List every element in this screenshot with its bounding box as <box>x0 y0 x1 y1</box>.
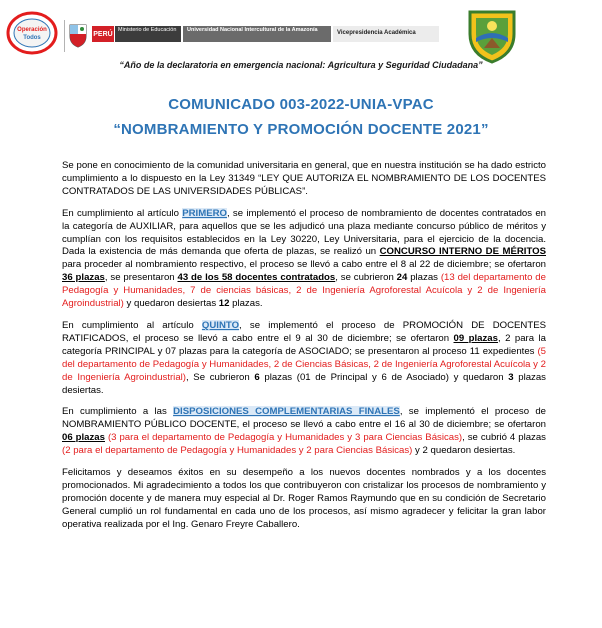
minedu-badge: Ministerio de Educación <box>115 26 181 42</box>
paragraph-primero: En cumplimiento al artículo PRIMERO, se implementó el proceso de nombramiento de docentes contratados en la categoría de AUXILIAR, para aquellos que se les adjudicó una plaza mediante concurso público de méritos y cumplían con los requisitos establecidos en la Ley 30220, Ley Universitaria, para el ejercicio de la docencia. Dada la existencia de más demanda que oferta de plazas, se realizó un CONCURSO INTERNO DE MÉRITOS para proceder al nombramiento respectivo, el proceso se llevó a cabo entre el 8 al 22 de diciembre; se ofertaron 36 plazas, se presentaron 43 de los 58 docentes contratados, se cubrieron 24 plazas (13 del departamento de Pedagogía y Humanidades, 7 de ciencias básicas, 2 de Ingeniería Agroforestal Acuícola y 2 de Ingeniería Agroindustrial) y quedaron desiertas 12 plazas. <box>62 207 547 310</box>
peru-coat-of-arms-icon <box>68 22 88 48</box>
link-disposiciones[interactable]: DISPOSICIONES COMPLEMENTARIAS FINALES <box>173 406 400 418</box>
peru-badge: PERÚ <box>92 26 114 42</box>
letterhead <box>0 0 602 62</box>
vpac-badge: Vicepresidencia Académica <box>333 26 439 42</box>
operacion-todos-logo <box>6 10 58 56</box>
communique-title: “NOMBRAMIENTO Y PROMOCIÓN DOCENTE 2021” <box>113 121 489 138</box>
communique-number: COMUNICADO 003-2022-UNIA-VPAC <box>168 96 434 113</box>
university-badge: Universidad Nacional Intercultural de la Amazonía <box>183 26 331 42</box>
svg-text:Operación: Operación <box>17 27 47 33</box>
header-divider <box>64 20 65 52</box>
year-motto: “Año de la declaratoria en emergencia nacional: Agricultura y Seguridad Ciudadana” <box>119 60 483 70</box>
paragraph-closing: Felicitamos y deseamos éxitos en su desempeño a los nuevos docentes nombrados y a los docentes promocionados. Mi agradecimiento a todos los que contribuyeron con cristalizar los procesos de nombramiento y promoción docente y de manera muy especial al Dr. Roger Ramos Raymundo que en su condición de Secretario General cumplió un rol fundamental en cada uno de los procesos, así mismo agradecer y felicitar la gran labor operativa realizada por el Ing. Genaro Freyre Caballero. <box>62 467 546 530</box>
link-quinto[interactable]: QUINTO <box>201 319 240 331</box>
link-primero[interactable]: PRIMERO <box>182 207 227 219</box>
university-shield-logo <box>462 8 522 64</box>
communique-body <box>62 160 546 541</box>
svg-text:Todos: Todos <box>23 35 41 41</box>
paragraph-disposiciones: En cumplimiento a las DISPOSICIONES COMPLEMENTARIAS FINALES, se implementó el proceso de NOMBRAMIENTO PÚBLICO DOCENTE, el proceso se llevó a cabo entre el 16 al 30 de diciembre; se ofertaron 06 plazas (3 para el departamento de Pedagogía y Humanidades y 3 para Ciencias Básicas), se cubrió 4 plazas (2 para el departamento de Pedagogía y Humanidades y 2 para Ciencias Básicas) y 2 quedaron desiertas. <box>62 406 547 457</box>
paragraph-intro: Se pone en conocimiento de la comunidad universitaria en general, que en nuestra institución se ha dado estricto cumplimiento a lo dispuesto en la Ley 31349 “LEY QUE AUTORIZA EL NOMBRAMIENTO DE LOS DOCENTES CONTRATADOS DE LAS UNIVERSIDADES PÚBLICAS”. <box>62 160 546 197</box>
paragraph-quinto: En cumplimiento al artículo QUINTO, se implementó el proceso de PROMOCIÓN DE DOCENTES RATIFICADOS, el proceso se llevó a cabo entre el 9 al 30 de diciembre; se ofertaron 09 plazas, 2 para la categoría PRINCIPAL y 07 plazas para la categoría de ASOCIADO; se presentaron al proceso 11 expedientes (5 del departamento de Pedagogía y Humanidades, 2 de Ciencias Básicas, 2 de Ingeniería Agroforestal Acuícola y 2 de Ingeniería Agroindustrial), Se cubrieron 6 plazas (01 de Principal y 6 de Asociado) y quedaron 3 plazas desiertas. <box>62 319 547 396</box>
